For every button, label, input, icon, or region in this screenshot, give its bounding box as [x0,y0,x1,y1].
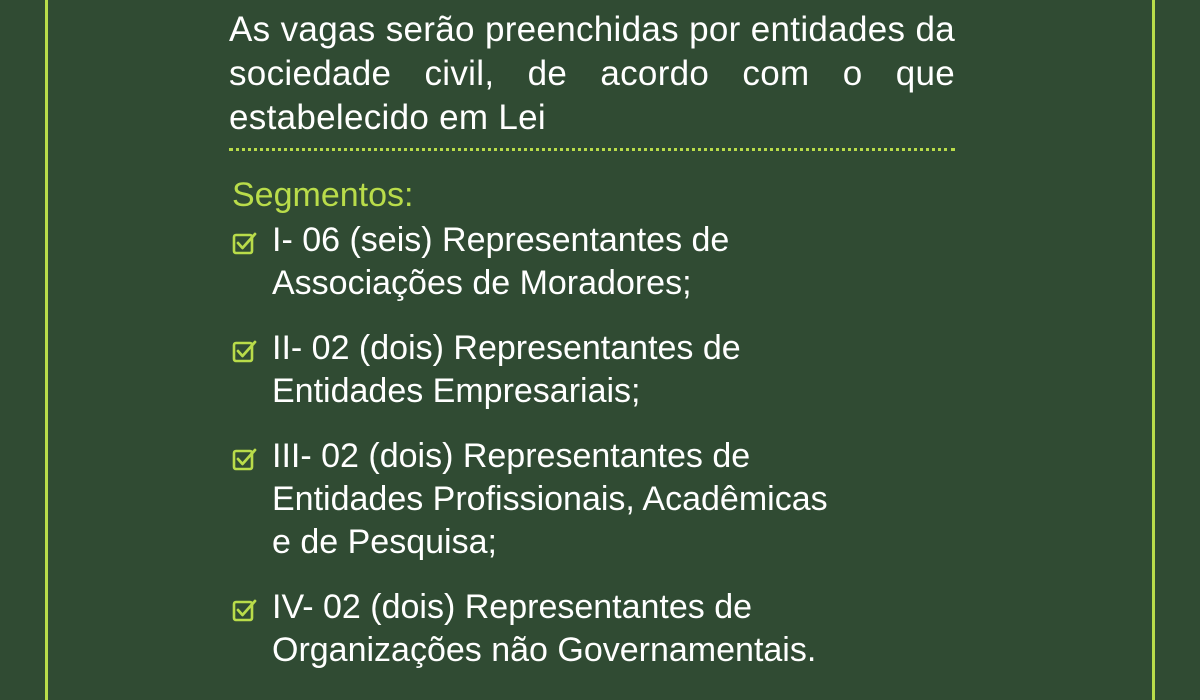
segment-item-1 [232,219,955,305]
segment-item-3 [232,435,955,564]
segment-item-text: IV- 02 (dois) Representantes de Organizações não Governamentais. [272,588,817,669]
checkbox-check-icon [232,446,258,472]
segment-item-2 [232,327,955,413]
frame-border-left [45,0,48,700]
segments-list [229,219,955,672]
checkbox-check-icon [232,338,258,364]
segment-item-text: II- 02 (dois) Representantes de Entidades Empresariais; [272,329,741,410]
segment-item-4 [232,586,955,672]
checkbox-check-icon [232,597,258,623]
content-panel [229,8,955,694]
dotted-divider [229,148,955,151]
frame-border-right [1152,0,1155,700]
checkbox-check-icon [232,230,258,256]
segment-item-text: I- 06 (seis) Representantes de Associações de Moradores; [272,221,730,302]
segment-item-text: III- 02 (dois) Representantes de Entidades Profissionais, Acadêmicas e de Pesquisa; [272,437,828,561]
intro-paragraph: As vagas serão preenchidas por entidades da sociedade civil, de acordo com o que estabelecido em Lei [229,10,955,137]
segments-heading: Segmentos: [232,176,414,214]
